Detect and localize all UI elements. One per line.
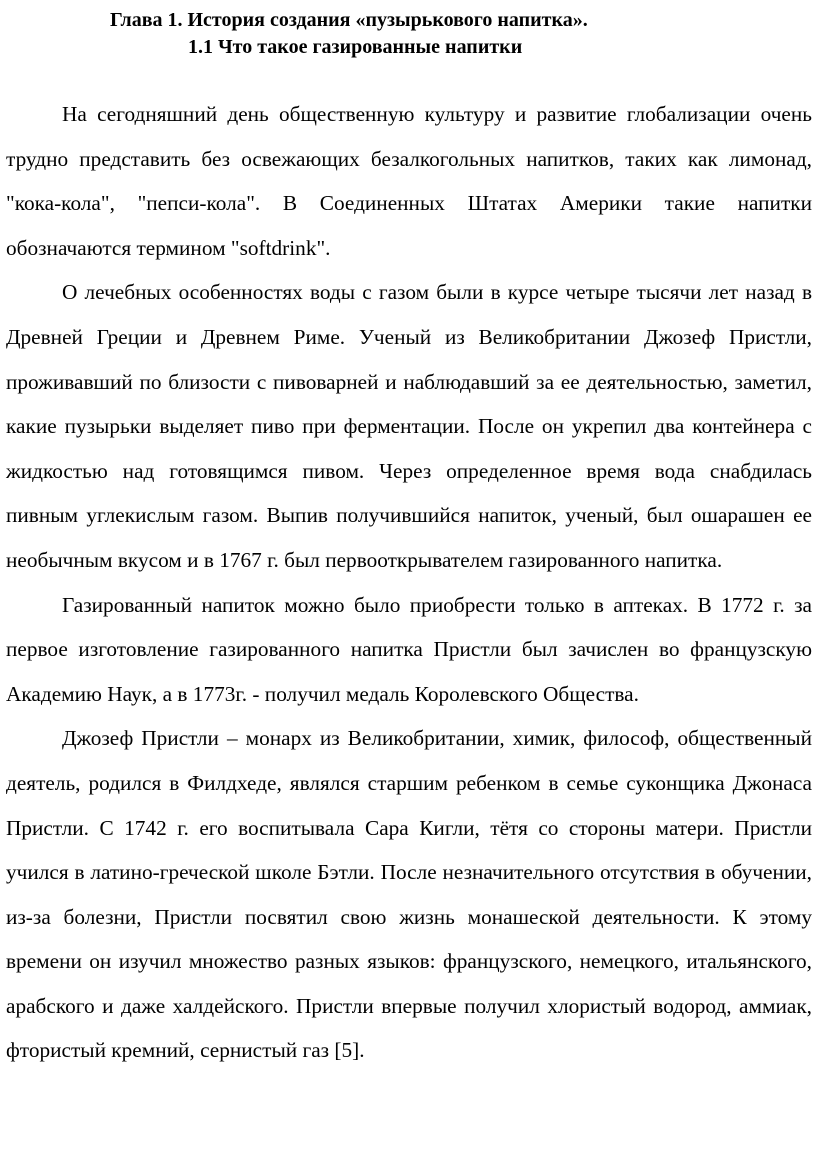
paragraph-4: Джозеф Пристли – монарх из Великобритании, химик, философ, общественный деятель, родился в Филдхеде, являлся старшим ребенком в семье суконщика Джонаса Пристли. С 1742 г. его воспитывала Сара Кигли, тётя со стороны матери. Пристли учился в латино-греческой школе Бэтли. После незначительного отсутствия в обучении, из-за болезни, Пристли посвятил свою жизнь монашеской деятельности. К этому времени он изучил множество разных языков: французского, немецкого, итальянского, арабского и даже халдейского. Пристли впервые получил хлористый водород, аммиак, фтористый кремний, сернистый газ [5]. <box>6 726 812 1063</box>
chapter-title: Глава 1. История создания «пузырькового напитка». <box>110 9 588 31</box>
document-body <box>6 92 812 1073</box>
paragraph-3: Газированный напиток можно было приобрести только в аптеках. В 1772 г. за первое изготовление газированного напитка Пристли был зачислен во французскую Академию Наук, а в 1773г. - получил медаль Королевского Общества. <box>6 592 812 706</box>
paragraph-1: На сегодняшний день общественную культуру и развитие глобализации очень трудно представить без освежающих безалкогольных напитков, таких как лимонад, "кока-кола", "пепси-кола". В Соединенных Штатах Америки такие напитки обозначаются термином "softdrink". <box>6 102 812 260</box>
paragraph-2: О лечебных особенностях воды с газом были в курсе четыре тысячи лет назад в Древней Греции и Древнем Риме. Ученый из Великобритании Джозеф Пристли, проживавший по близости с пивоварней и наблюдавший за ее деятельностью, заметил, какие пузырьки выделяет пиво при ферментации. После он укрепил два контейнера с жидкостью над готовящимся пивом. Через определенное время вода снабдилась пивным углекислым газом. Выпив получившийся напиток, ученый, был ошарашен ее необычным вкусом и в 1767 г. был первооткрывателем газированного напитка. <box>6 280 812 572</box>
section-title: 1.1 Что такое газированные напитки <box>188 36 523 58</box>
